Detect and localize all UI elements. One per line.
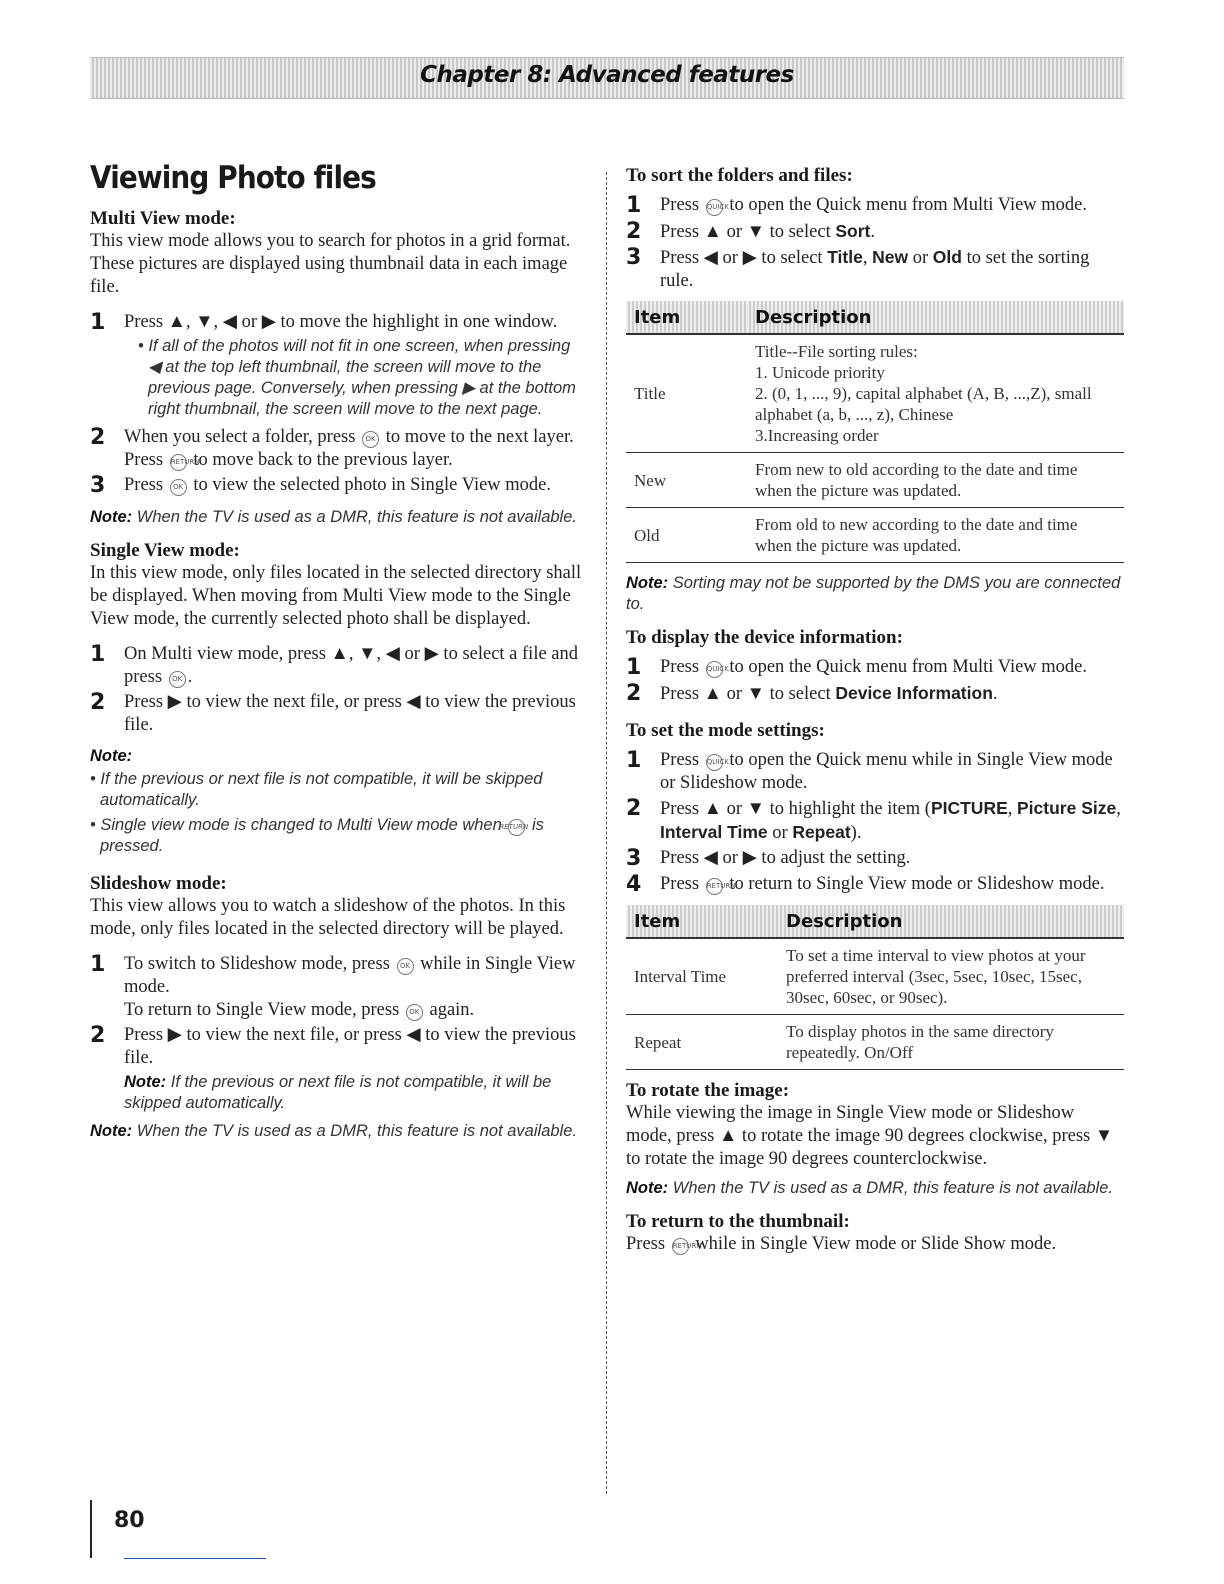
ok-button-icon: OK: [397, 958, 414, 975]
mode-step-4: 4 Press RETURN to return to Single View mode or Slideshow mode.: [626, 872, 1105, 897]
return-button-icon: RETURN: [672, 1238, 689, 1255]
ok-button-icon: OK: [169, 671, 186, 688]
column-divider: [606, 172, 607, 1494]
sort-note: Note: Sorting may not be supported by the DMS you are connected to.: [626, 574, 1121, 613]
sort-heading: To sort the folders and files:: [626, 165, 853, 186]
table-row: Interval Time To set a time interval to view photos at your preferred interval (3sec, 5sec, 10sec, 15sec, 30sec, 60sec, or 90sec).: [626, 938, 1124, 1015]
sort-step-3: 3 Press ◀ or ▶ to select Title, New or Old to set the sorting rule.: [626, 245, 1090, 291]
table-row: Repeat To display photos in the same directory repeatedly. On/Off: [626, 1015, 1124, 1070]
mode-heading: To set the mode settings:: [626, 720, 825, 741]
mode-step-2: 2 Press ▲ or ▼ to highlight the item (PICTURE, Picture Size, Interval Time or Repeat).: [626, 796, 1121, 843]
sort-table: [626, 301, 1124, 563]
single-view-para: In this view mode, only files located in the selected directory shall be displayed. When moving from Multi View mode to the Single View mode, the currently selected photo shall be displayed.: [90, 563, 582, 629]
return-button-icon: RETURN: [706, 878, 723, 895]
sort-step-1: 1 Press QUICK to open the Quick menu from Multi View mode.: [626, 193, 1088, 218]
thumbnail-para: Press RETURN while in Single View mode or Slide Show mode.: [626, 1234, 1057, 1254]
slideshow-step-1: 1 To switch to Slideshow mode, press OK while in Single View mode. To return to Single View mode, press OK again.: [90, 952, 576, 1020]
table-row: Title Title--File sorting rules: 1. Unicode priority 2. (0, 1, ..., 9), capital alphabet (A, B, ...,Z), small alphabet (a, b, ..., z), Chinese 3.Increasing order: [626, 334, 1124, 453]
quick-button-icon: QUICK: [706, 199, 723, 216]
device-step-1: 1 Press QUICK to open the Quick menu from Multi View mode.: [626, 655, 1088, 680]
device-heading: To display the device information:: [626, 627, 903, 648]
slideshow-step-2: 2 Press ▶ to view the next file, or press ◀ to view the previous file.: [90, 1023, 576, 1068]
multi-step-2: 2 When you select a folder, press OK to move to the next layer. Press RETURN to move back to the previous layer.: [90, 425, 574, 470]
ok-button-icon: OK: [406, 1004, 423, 1021]
slideshow-heading: Slideshow mode:: [90, 873, 227, 894]
sort-table-col-desc: Description: [747, 301, 1124, 334]
chapter-title: Chapter 8: Advanced features: [420, 62, 794, 88]
single-bullet-2: • Single view mode is changed to Multi View mode when RETURN is pressed.: [90, 816, 544, 855]
sort-step-2: 2 Press ▲ or ▼ to select Sort.: [626, 219, 875, 244]
ok-button-icon: OK: [170, 479, 187, 496]
rotate-note: Note: When the TV is used as a DMR, this feature is not available.: [626, 1179, 1113, 1197]
sort-table-col-item: Item: [626, 301, 747, 334]
table-row: Old From old to new according to the date and time when the picture was updated.: [626, 508, 1124, 563]
footer-rule: [124, 1558, 266, 1559]
multi-view-heading: Multi View mode:: [90, 208, 236, 229]
table-row: New From new to old according to the date and time when the picture was updated.: [626, 453, 1124, 508]
multi-step-1: 1 Press ▲, ▼, ◀ or ▶ to move the highlight in one window. • If all of the photos will not fit in one screen, when pressing ◀ at the top left thumbnail, the screen will move to the previous page. Conversely, when pressing ▶ at the bottom right thumbnail, the screen will move to the next page.: [90, 311, 582, 424]
page-title: Viewing Photo files: [90, 160, 376, 196]
multi-note: Note: When the TV is used as a DMR, this feature is not available.: [90, 508, 577, 526]
chapter-banner: [90, 57, 1124, 99]
single-note-label: Note:: [90, 747, 133, 765]
slideshow-para: This view allows you to watch a slideshow of the photos. In this mode, only files located in the selected directory will be played.: [90, 896, 566, 939]
page-number: 80: [114, 1508, 145, 1533]
thumbnail-heading: To return to the thumbnail:: [626, 1211, 850, 1232]
device-step-2: 2 Press ▲ or ▼ to select Device Information.: [626, 681, 998, 706]
rotate-para: While viewing the image in Single View mode or Slideshow mode, press ▲ to rotate the image 90 degrees clockwise, press ▼ to rotate the image 90 degrees counterclockwise.: [626, 1103, 1114, 1169]
slideshow-note-1: Note: If the previous or next file is not compatible, it will be skipped automatically.: [124, 1073, 552, 1112]
slideshow-note-2: Note: When the TV is used as a DMR, this feature is not available.: [90, 1122, 577, 1140]
left-column: [90, 160, 582, 1142]
mode-step-1: 1 Press QUICK to open the Quick menu while in Single View mode or Slideshow mode.: [626, 748, 1113, 793]
mode-table-col-desc: Description: [778, 905, 1124, 938]
single-view-heading: Single View mode:: [90, 540, 240, 561]
ok-button-icon: OK: [362, 431, 379, 448]
multi-bullet-1: • If all of the photos will not fit in one screen, when pressing ◀ at the top left thumbnail, the screen will move to the previous page. Conversely, when pressing ▶ at the bottom right thumbnail, the screen will move to the next page.: [138, 337, 576, 418]
single-step-1: 1 On Multi view mode, press ▲, ▼, ◀ or ▶ to select a file and press OK .: [90, 642, 578, 687]
quick-button-icon: QUICK: [706, 754, 723, 771]
return-button-icon: RETURN: [170, 454, 187, 471]
mode-step-3: 3 Press ◀ or ▶ to adjust the setting.: [626, 846, 911, 871]
quick-button-icon: QUICK: [706, 661, 723, 678]
right-column: [626, 165, 1124, 1256]
multi-view-para2: These pictures are displayed using thumbnail data in each image file.: [90, 254, 568, 297]
single-bullet-1: • If the previous or next file is not compatible, it will be skipped automatically.: [90, 770, 543, 809]
page-bar: [90, 1500, 92, 1558]
return-button-icon: RETURN: [508, 819, 525, 836]
multi-view-para1: This view mode allows you to search for photos in a grid format.: [90, 231, 571, 251]
mode-table-col-item: Item: [626, 905, 778, 938]
rotate-heading: To rotate the image:: [626, 1080, 790, 1101]
mode-table: [626, 905, 1124, 1070]
multi-step-3: 3 Press OK to view the selected photo in Single View mode.: [90, 473, 552, 498]
single-step-2: 2 Press ▶ to view the next file, or press ◀ to view the previous file.: [90, 690, 576, 735]
